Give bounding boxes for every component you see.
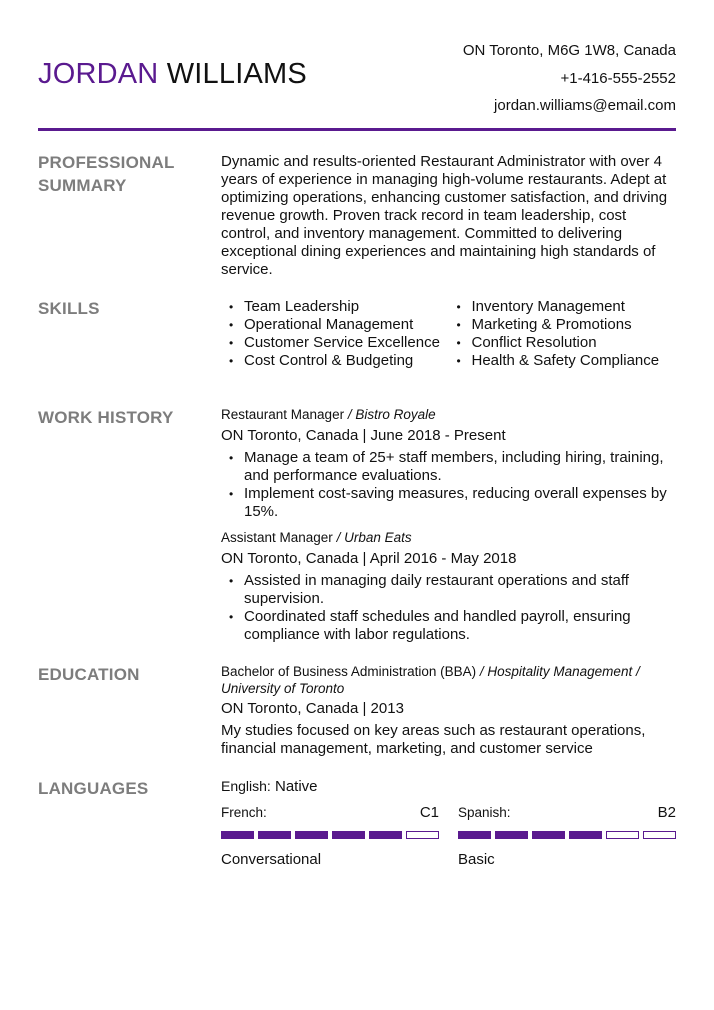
skill-item: • Operational Management [221,316,449,334]
section-title-work: WORK HISTORY [38,408,174,427]
degree: Bachelor of Business Administration (BBA) [221,664,477,679]
last-name: WILLIAMS [166,58,307,90]
first-name: JORDAN [38,58,159,90]
job-position: Assistant Manager [221,530,333,545]
language-item [458,804,676,869]
proficiency-segment-empty [643,831,676,839]
job-bullet: • Manage a team of 25+ staff members, including hiring, training, and performance evaluations. [221,449,676,485]
email[interactable]: jordan.williams@email.com [494,97,676,114]
proficiency-segment-filled [495,831,528,839]
language-description: Basic [458,851,495,868]
job-title [221,529,676,546]
job-company: Bistro Royale [355,407,436,422]
skill-item: • Cost Control & Budgeting [221,352,449,370]
proficiency-segment-filled [458,831,491,839]
address: ON Toronto, M6G 1W8, Canada [462,42,676,59]
job-position: Restaurant Manager [221,407,345,422]
proficiency-segment-filled [221,831,254,839]
job-bullet: • Assisted in managing daily restaurant operations and staff supervision. [221,572,676,608]
skills-list-right [449,298,677,370]
job-bullets [221,572,676,644]
summary-text: Dynamic and results-oriented Restaurant Administrator with over 4 years of experience in managing high-volume restaurants. Adept at optimizing operations, enhancing customer satisfaction, and driving revenue growth. Proven track record in team leadership, cost control, and inventory management. Committed to delivering exceptional dining experiences and maintaining high standards of service. [221,153,668,278]
skill-item: • Customer Service Excellence [221,334,449,352]
job-location-dates: ON Toronto, Canada | April 2016 - May 2018 [221,550,517,567]
language-name: Spanish: [458,805,511,820]
proficiency-segment-filled [569,831,602,839]
education-description: My studies focused on key areas such as restaurant operations, financial management, marketing, and customer service [221,722,646,757]
proficiency-segment-filled [295,831,328,839]
skill-item: • Team Leadership [221,298,449,316]
proficiency-segment-filled [258,831,291,839]
native-language [221,777,676,796]
skill-item: • Inventory Management [449,298,677,316]
proficiency-segment-filled [532,831,565,839]
contact-info [463,37,676,120]
proficiency-segment-empty [406,831,439,839]
proficiency-segment-filled [369,831,402,839]
native-language-level: Native [270,778,318,795]
section-title-education: EDUCATION [38,665,140,684]
proficiency-segment-filled [332,831,365,839]
phone[interactable]: +1-416-555-2552 [560,69,676,87]
job-bullet: • Coordinated staff schedules and handled payroll, ensuring compliance with labor regulations. [221,608,676,644]
job-company: Urban Eats [344,530,412,545]
language-item [221,804,439,869]
job-bullets [221,449,676,521]
job-separator: / [332,530,345,545]
skill-item: • Conflict Resolution [449,334,677,352]
native-language-name: English: [221,778,271,794]
skills-list-left [221,298,449,370]
education-title [221,663,676,697]
language-proficiency-bar [221,831,439,839]
language-proficiency-bar [458,831,676,839]
job-title [221,406,676,423]
section-title-skills: SKILLS [38,299,100,318]
language-description: Conversational [221,851,322,868]
education-location-year: ON Toronto, Canada | 2013 [221,700,404,717]
job-location-dates: ON Toronto, Canada | June 2018 - Present [221,427,506,444]
section-title-summary: PROFESSIONAL SUMMARY [38,153,175,195]
language-name: French: [221,805,267,820]
field-and-school: / Hospitality Management / University of Toronto [221,664,640,696]
job-separator: / [344,407,356,422]
candidate-name [38,58,307,91]
job-bullet: • Implement cost-saving measures, reducing overall expenses by 15%. [221,485,676,521]
job-entry [221,529,676,644]
skill-item: • Marketing & Promotions [449,316,677,334]
language-level: B2 [657,804,676,821]
skill-item: • Health & Safety Compliance [449,352,677,370]
section-title-languages: LANGUAGES [38,779,149,798]
job-entry [221,406,676,521]
language-level: C1 [419,804,439,821]
resume-header [38,0,676,131]
proficiency-segment-empty [606,831,639,839]
